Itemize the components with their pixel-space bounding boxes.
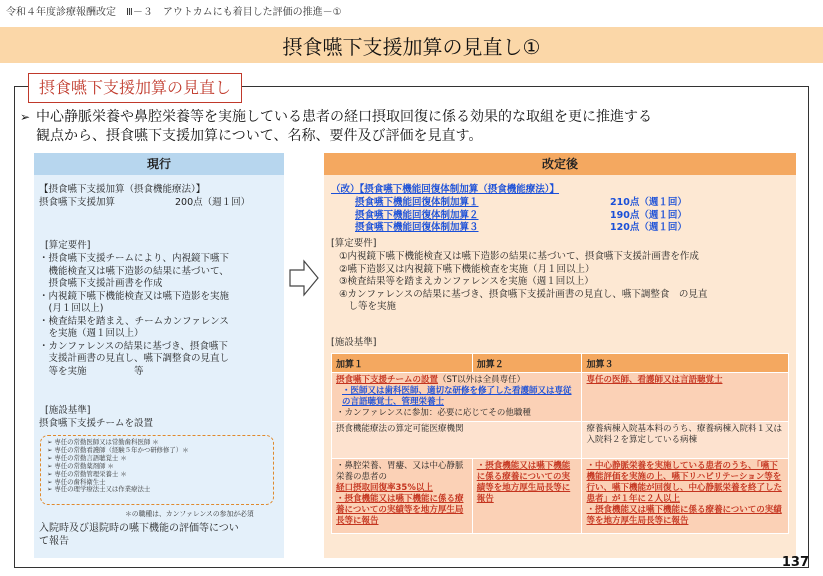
- table-cell: ・鼻腔栄養、胃瘻、又は中心静脈栄養の患者の 経口摂取回復率35%以上 ・摂食機能又は嚥下機能に係る療養についての実績等を地方厚生局長等に報告: [332, 459, 473, 534]
- staff-item: ➢ 専任の歯科衛生士: [47, 477, 106, 486]
- revised-calc-line: ④カンファレンスの結果に基づき、摂食嚥下支援計画書の見直し、嚥下調整食 の見直: [339, 288, 708, 300]
- revised-heading: 改定後: [324, 153, 796, 175]
- current-calc-line: ・カンファレンスの結果に基づき、摂食嚥下: [39, 340, 228, 352]
- current-name-line: 【摂食嚥下支援加算（摂食機能療法）】: [39, 184, 206, 195]
- staff-item: ➢ 専任の常勤言語聴覚士 ＊: [47, 453, 127, 462]
- current-facility-line: 摂食嚥下支援チームを設置: [39, 418, 154, 429]
- current-calc-line: ・検査結果を踏まえ、チームカンファレンス: [39, 315, 229, 327]
- table-cell: 専任の医師、看護師又は言語聴覚士: [582, 373, 789, 422]
- page-number: 137: [781, 555, 809, 570]
- revised-calc-line: ②嚥下造影又は内視鏡下嚥下機能検査を実施（月１回以上）: [339, 263, 595, 275]
- current-fee-label: 摂食嚥下支援加算: [39, 197, 116, 208]
- current-calc-line: ・内視鏡下嚥下機能検査又は嚥下造影を実施: [39, 290, 230, 302]
- revised-fee-row: 摂食嚥下機能回復体制加算２ 190点（週１回）: [355, 209, 687, 221]
- current-calc-line: 支援計画書の見直し、嚥下調整食の見直し: [39, 353, 230, 364]
- revised-facility-heading: [施設基準]: [331, 337, 377, 348]
- intro-line-2: 観点から、摂食嚥下支援加算について、名称、要件及び評価を見直す。: [36, 128, 483, 144]
- current-footer-line: て報告: [39, 536, 69, 547]
- current-heading: 現行: [34, 153, 284, 175]
- table-cell: ・摂食機能又は嚥下機能に係る療養についての実績等を地方厚生局長等に報告: [472, 459, 582, 534]
- intro-line-1: 中心静脈栄養や鼻腔栄養等を実施している患者の経口摂取回復に係る効果的な取組を更に推進する: [36, 109, 652, 125]
- current-calc-heading: [算定要件]: [45, 240, 91, 251]
- staff-item: ➢ 専任の常勤医師又は常勤歯科医師 ＊: [47, 438, 159, 446]
- revised-calc-list: [339, 251, 791, 314]
- table-cell: 摂食嚥下支援チームの設置（ST以外は全員専任） ・医師又は歯科医師、適切な研修を修了した看護師又は専従の言語聴覚士、管理栄養士 ・カンファレンスに参加：必要に応じてその他職種: [332, 373, 582, 422]
- staff-item: ➢ 専任の理学療法士又は作業療法士: [47, 485, 151, 494]
- table-header: 加算２: [472, 354, 582, 373]
- current-fee-value: 200点（週１回）: [175, 197, 251, 208]
- section-title: 摂食嚥下支援加算の見直し: [28, 73, 242, 103]
- table-row: [332, 422, 789, 459]
- current-calc-line: 機能検査又は嚥下造影の結果に基づいて、: [39, 265, 229, 277]
- revised-calc-heading: [算定要件]: [331, 238, 377, 249]
- bullet-arrow-icon: ➢: [20, 110, 31, 124]
- breadcrumb: 令和４年度診療報酬改定 Ⅲ－３ アウトカムにも着目した評価の推進－①: [6, 7, 342, 18]
- current-calc-line: 等を実施 等: [39, 365, 144, 377]
- intro-text: [20, 108, 796, 146]
- table-cell: 療養病棟入院基本料のうち、療養病棟入院料１又は入院料２を算定している病棟: [582, 422, 789, 459]
- revised-calc-line: ③検査結果等を踏まえカンファレンスを実施（週１回以上）: [339, 276, 594, 287]
- table-cell: 摂食機能療法の算定可能医療機関: [332, 422, 582, 459]
- current-calc-line: を実施（週１回以上）: [39, 328, 144, 339]
- staff-item: ➢ 専任の常勤管理栄養士 ＊: [47, 469, 127, 478]
- current-facility-heading: [施設基準]: [45, 405, 91, 416]
- revised-fee-row: 摂食嚥下機能回復体制加算３ 120点（週１回）: [355, 222, 687, 233]
- staff-note: ＊の職種は、カンファレンスの参加が必須: [125, 510, 254, 518]
- staff-list-box: [40, 435, 274, 505]
- table-header: 加算１: [332, 354, 473, 373]
- staff-item: ➢ 専任の常勤薬剤師 ＊: [47, 461, 114, 470]
- revised-fee-row: 摂食嚥下機能回復体制加算１ 210点（週１回）: [355, 197, 687, 208]
- right-arrow-icon: [288, 258, 320, 298]
- table-header-row: [332, 354, 789, 373]
- table-row: [332, 373, 789, 422]
- current-calc-line: ・摂食嚥下支援チームにより、内視鏡下嚥下: [39, 253, 230, 264]
- revised-name-line: （改）【摂食嚥下機能回復体制加算（摂食機能療法）】: [331, 184, 560, 195]
- revised-calc-line: ①内視鏡下嚥下機能検査又は嚥下造影の結果に基づいて、摂食嚥下支援計画書を作成: [339, 251, 699, 262]
- table-cell: ・中心静脈栄養を実施している患者のうち、「嚥下機能評価を実施の上、嚥下リハビリテーション等を行い、嚥下機能が回復し、中心静脈栄養を終了した患者」が１年に２人以上 ・摂食機能又は嚥下機能に係る療養についての実績等を地方厚生局長等に報告: [582, 459, 789, 534]
- page-title: 摂食嚥下支援加算の見直し①: [282, 35, 541, 59]
- revised-calc-line: し等を実施: [339, 301, 397, 312]
- table-header: 加算３: [582, 354, 789, 373]
- current-footer: [39, 522, 283, 548]
- revised-fee-list: [355, 197, 715, 235]
- current-calc-line: 摂食嚥下支援計画書を作成: [39, 278, 163, 289]
- staff-item: ➢ 専任の常勤看護師（経験５年かつ研修修了）＊: [47, 445, 189, 454]
- table-row: [332, 459, 789, 534]
- facility-criteria-table: [331, 353, 789, 534]
- current-footer-line: 入院時及び退院時の嚥下機能の評価等につい: [39, 523, 239, 534]
- current-calc-line: (月１回以上): [39, 303, 104, 314]
- current-calc-list: [39, 253, 283, 378]
